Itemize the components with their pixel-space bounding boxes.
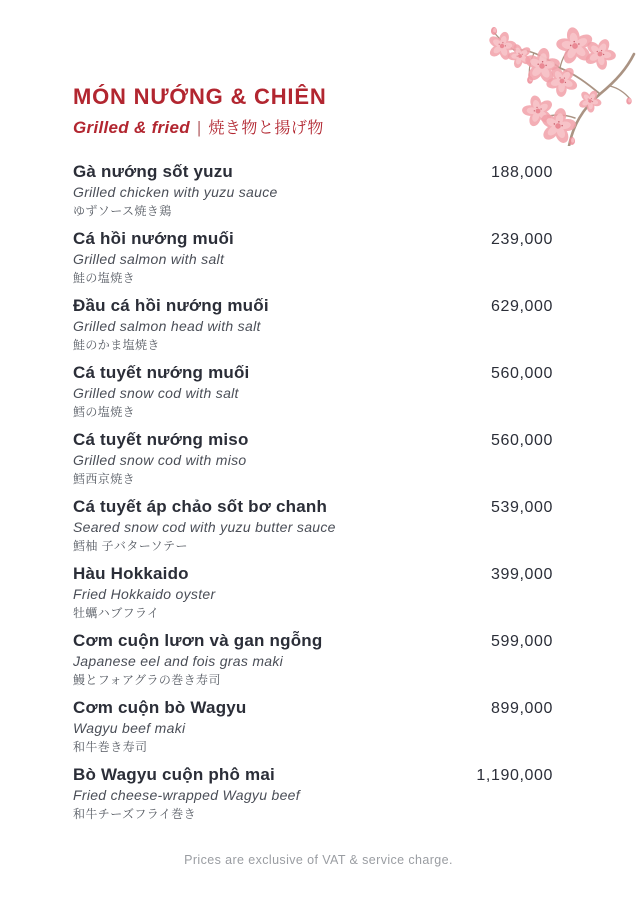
menu-item — [73, 362, 553, 421]
item-name-vi: Đầu cá hồi nướng muối — [73, 296, 269, 315]
item-name-vi: Cơm cuộn bò Wagyu — [73, 698, 247, 717]
item-name-jp: 牡蠣ハブフライ — [73, 606, 160, 620]
item-price: 239,000 — [490, 231, 553, 248]
item-name-vi: Hàu Hokkaido — [73, 564, 189, 583]
item-name-vi: Cơm cuộn lươn và gan ngỗng — [73, 631, 323, 650]
item-name-en: Wagyu beef maki — [73, 720, 186, 736]
menu-item — [73, 496, 553, 555]
item-name-jp: 鱈柚 子バターソテー — [73, 539, 188, 553]
menu-item — [73, 161, 553, 220]
item-price: 560,000 — [490, 365, 553, 382]
item-price: 399,000 — [490, 566, 553, 583]
item-name-en: Grilled snow cod with miso — [73, 452, 247, 468]
menu-item — [73, 295, 553, 354]
item-name-en: Grilled salmon head with salt — [73, 318, 261, 334]
item-name-en: Grilled chicken with yuzu sauce — [73, 184, 278, 200]
item-name-jp: 鮭のかま塩焼き — [73, 338, 160, 352]
item-name-jp: 鮭の塩焼き — [73, 271, 136, 285]
item-name-en: Fried cheese-wrapped Wagyu beef — [73, 787, 300, 803]
item-name-vi: Cá tuyết nướng muối — [73, 363, 250, 382]
item-name-jp: 和牛チーズフライ巻き — [73, 807, 197, 821]
item-name-jp: 鰻とフォアグラの巻き寿司 — [73, 673, 221, 687]
item-name-en: Seared snow cod with yuzu butter sauce — [73, 519, 336, 535]
vat-disclaimer: Prices are exclusive of VAT & service charge. — [184, 853, 453, 867]
item-name-vi: Cá hồi nướng muối — [73, 229, 234, 248]
menu-list — [73, 161, 553, 831]
item-name-vi: Bò Wagyu cuộn phô mai — [73, 765, 275, 784]
item-price: 899,000 — [490, 700, 553, 717]
item-name-vi: Cá tuyết nướng miso — [73, 430, 249, 449]
section-subtitle — [73, 117, 553, 140]
subtitle-english: Grilled & fried — [73, 118, 190, 137]
item-name-en: Grilled snow cod with salt — [73, 385, 239, 401]
menu-header — [73, 84, 553, 140]
item-price: 188,000 — [490, 164, 553, 181]
subtitle-separator: | — [196, 118, 202, 137]
item-price: 1,190,000 — [476, 767, 553, 784]
item-name-en: Grilled salmon with salt — [73, 251, 225, 267]
subtitle-japanese: 焼き物と揚げ物 — [208, 120, 324, 137]
menu-item — [73, 764, 553, 823]
item-price: 539,000 — [490, 499, 553, 516]
item-price: 599,000 — [490, 633, 553, 650]
menu-item — [73, 563, 553, 622]
item-price: 629,000 — [490, 298, 553, 315]
item-price: 560,000 — [490, 432, 553, 449]
item-name-vi: Cá tuyết áp chảo sốt bơ chanh — [73, 497, 328, 516]
menu-item — [73, 630, 553, 689]
section-title: MÓN NƯỚNG & CHIÊN — [73, 84, 327, 109]
item-name-jp: 鱈の塩焼き — [73, 405, 136, 419]
item-name-jp: ゆずソース焼き鶏 — [73, 204, 172, 218]
item-name-en: Japanese eel and fois gras maki — [73, 653, 284, 669]
item-name-en: Fried Hokkaido oyster — [73, 586, 216, 602]
item-name-jp: 鱈西京焼き — [73, 472, 136, 486]
item-name-vi: Gà nướng sốt yuzu — [73, 162, 234, 181]
menu-item — [73, 228, 553, 287]
menu-item — [73, 429, 553, 488]
menu-item — [73, 697, 553, 756]
item-name-jp: 和牛巻き寿司 — [73, 740, 148, 754]
